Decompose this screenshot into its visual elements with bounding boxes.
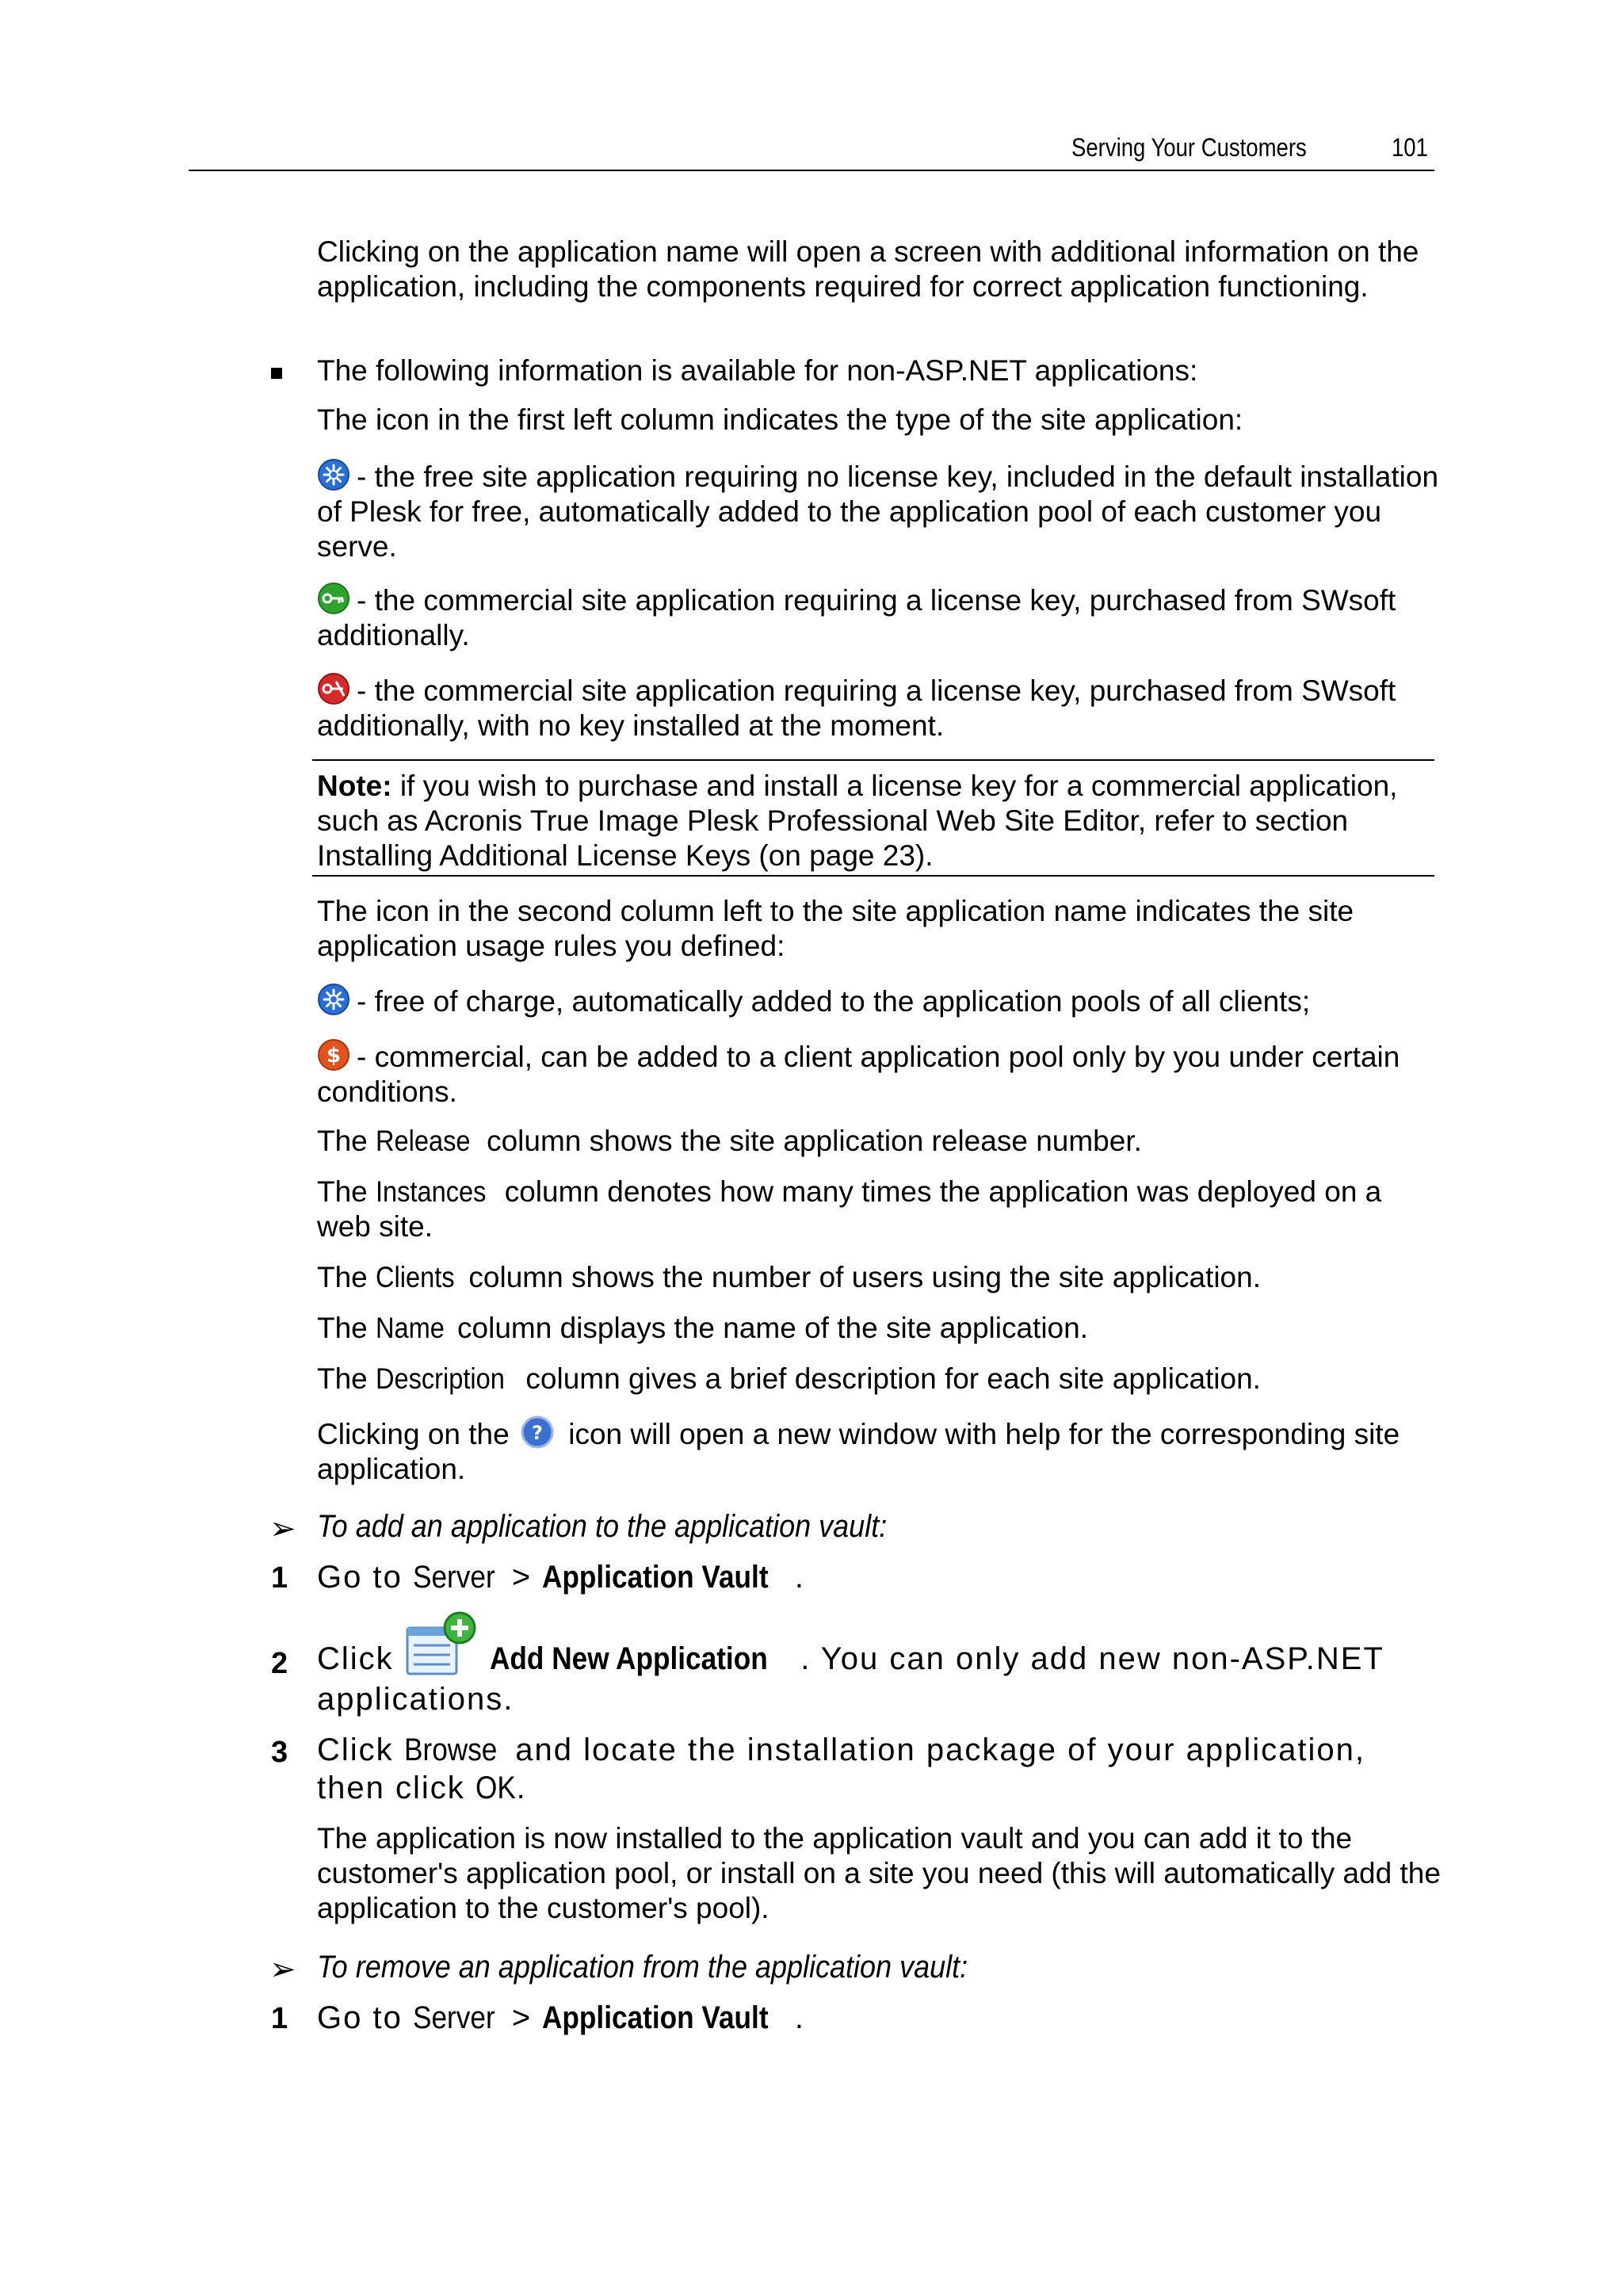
task-remove-step-1-number: 1 bbox=[271, 2002, 288, 2035]
header-section-title: Serving Your Customers bbox=[1071, 133, 1307, 162]
free-app-icon bbox=[317, 458, 350, 491]
help-text-pre: Clicking on the bbox=[317, 1418, 517, 1450]
column-instances-name: Instances bbox=[376, 1175, 487, 1208]
task-add-step-2-pre: Click bbox=[317, 1641, 404, 1676]
task-add-step-3-mid: and locate the installation package of your application, then click bbox=[317, 1733, 1365, 1805]
column-instances-pre: The bbox=[317, 1175, 376, 1208]
browse-button-label[interactable]: Browse bbox=[403, 1733, 498, 1767]
note-label: Note: bbox=[317, 770, 392, 802]
task-add-result: The application is now installed to the application vault and you can add it to the customer's application pool, or install on a site you need (this will automatically add the application to the customer's pool). bbox=[317, 1822, 1441, 1924]
type-commercial-no-key-text: - the commercial site application requiring a license key, purchased from SWsoft additionally, with no key installed at the moment. bbox=[317, 674, 1396, 742]
bullet-marker bbox=[271, 368, 282, 379]
column-instances-paragraph bbox=[317, 1175, 1442, 1244]
commercial-key-icon bbox=[317, 582, 350, 615]
svg-text:$: $ bbox=[326, 1044, 342, 1068]
column-instances-post: column denotes how many times the application was deployed on a web site. bbox=[317, 1175, 1382, 1243]
column-release-post: column shows the site application release number. bbox=[478, 1125, 1142, 1157]
column-description-pre: The bbox=[317, 1362, 376, 1395]
header-rule bbox=[189, 170, 1434, 171]
task-add-title: To add an application to the application vault: bbox=[317, 1509, 888, 1544]
application-vault-link[interactable]: Application Vault bbox=[542, 1560, 769, 1595]
usage-free-text: - free of charge, automatically added to the application pools of all clients; bbox=[357, 985, 1311, 1018]
column-clients-post: column shows the number of users using the site application. bbox=[460, 1261, 1261, 1293]
column-release-pre: The bbox=[317, 1125, 376, 1157]
task-remove-step-1-post: . bbox=[794, 2000, 805, 2035]
header-page-number: 101 bbox=[1392, 133, 1428, 162]
task-add-step-3-number: 3 bbox=[271, 1736, 288, 1769]
free-of-charge-icon bbox=[317, 983, 350, 1016]
task-add-arrow-icon: ➢ bbox=[269, 1511, 296, 1546]
note-paragraph bbox=[317, 769, 1442, 873]
intro-paragraph: Clicking on the application name will open a screen with additional information on the application, including the components required for correct application functioning. bbox=[317, 235, 1419, 303]
ok-button-label[interactable]: OK bbox=[475, 1771, 516, 1805]
note-top-rule bbox=[312, 759, 1434, 761]
type-commercial-no-key-paragraph bbox=[317, 672, 1442, 743]
type-commercial-key-text: - the commercial site application requiring a license key, purchased from SWsoft additionally. bbox=[317, 584, 1396, 651]
column-clients-pre: The bbox=[317, 1261, 376, 1293]
second-column-intro: The icon in the second column left to the site application name indicates the site application usage rules you defined: bbox=[317, 895, 1354, 962]
column-name-pre: The bbox=[317, 1312, 376, 1344]
bullet-text: The following information is available for non-ASP.NET applications: bbox=[317, 354, 1198, 387]
column-description-post: column gives a brief description for each site application. bbox=[517, 1362, 1261, 1395]
server-menu-link-2[interactable]: Server bbox=[412, 2000, 495, 2035]
note-text: if you wish to purchase and install a license key for a commercial application, such as Acronis True Image Plesk Professional Web Site Editor, refer to section Installing Additional License Keys (on page 23). bbox=[317, 770, 1398, 872]
usage-commercial-paragraph bbox=[317, 1038, 1442, 1110]
task-remove-title: To remove an application from the application vault: bbox=[317, 1950, 968, 1985]
task-add-step-2-post: . You can only add new non-ASP.NET applications. bbox=[317, 1641, 1384, 1717]
task-remove-step-1 bbox=[317, 1999, 1442, 2037]
help-paragraph bbox=[317, 1415, 1442, 1487]
commercial-no-key-icon bbox=[317, 672, 350, 705]
application-vault-link-2[interactable]: Application Vault bbox=[542, 2000, 769, 2035]
column-release-name: Release bbox=[376, 1125, 471, 1157]
column-clients-name: Clients bbox=[376, 1261, 455, 1293]
task-add-step-1-number: 1 bbox=[271, 1561, 288, 1595]
add-new-application-link[interactable]: Add New Application bbox=[489, 1641, 768, 1676]
commercial-dollar-icon bbox=[317, 1038, 350, 1072]
task-remove-arrow-icon: ➢ bbox=[269, 1952, 296, 1987]
column-release-paragraph bbox=[317, 1124, 1442, 1159]
column-description-paragraph bbox=[317, 1362, 1442, 1396]
first-column-intro: The icon in the first left column indicates the type of the site application: bbox=[317, 403, 1243, 436]
column-name-post: column displays the name of the site application. bbox=[449, 1312, 1088, 1344]
task-add-step-1-pre: Go to bbox=[317, 1560, 413, 1595]
task-add-step-3-pre: Click bbox=[317, 1733, 404, 1767]
help-icon bbox=[521, 1415, 554, 1449]
column-description-name: Description bbox=[376, 1362, 505, 1395]
task-remove-step-1-mid: > bbox=[501, 2000, 543, 2035]
task-add-step-2-number: 2 bbox=[271, 1647, 288, 1680]
type-commercial-key-paragraph bbox=[317, 582, 1442, 653]
usage-free-paragraph bbox=[317, 983, 1442, 1019]
task-add-step-3-post: . bbox=[516, 1771, 527, 1805]
usage-commercial-text: - commercial, can be added to a client application pool only by you under certain conditions. bbox=[317, 1041, 1400, 1108]
type-free-text: - the free site application requiring no license key, included in the default installation of Plesk for free, automatically added to the application pool of each customer you serve. bbox=[317, 460, 1439, 563]
task-add-step-2 bbox=[317, 1610, 1442, 1718]
help-text-post: icon will open a new window with help for the corresponding site application. bbox=[317, 1418, 1400, 1485]
task-remove-step-1-pre: Go to bbox=[317, 2000, 413, 2035]
type-free-paragraph bbox=[317, 458, 1442, 564]
column-clients-paragraph bbox=[317, 1260, 1442, 1295]
svg-text:?: ? bbox=[532, 1422, 543, 1444]
task-add-step-1 bbox=[317, 1558, 1442, 1596]
task-add-step-3 bbox=[317, 1731, 1442, 1807]
server-menu-link[interactable]: Server bbox=[412, 1560, 495, 1595]
column-name-name: Name bbox=[376, 1312, 445, 1344]
note-bottom-rule bbox=[312, 875, 1434, 877]
add-new-application-icon[interactable] bbox=[404, 1610, 480, 1680]
task-add-step-1-mid: > bbox=[501, 1560, 543, 1595]
task-add-step-1-post: . bbox=[794, 1560, 805, 1595]
column-name-paragraph bbox=[317, 1311, 1442, 1346]
